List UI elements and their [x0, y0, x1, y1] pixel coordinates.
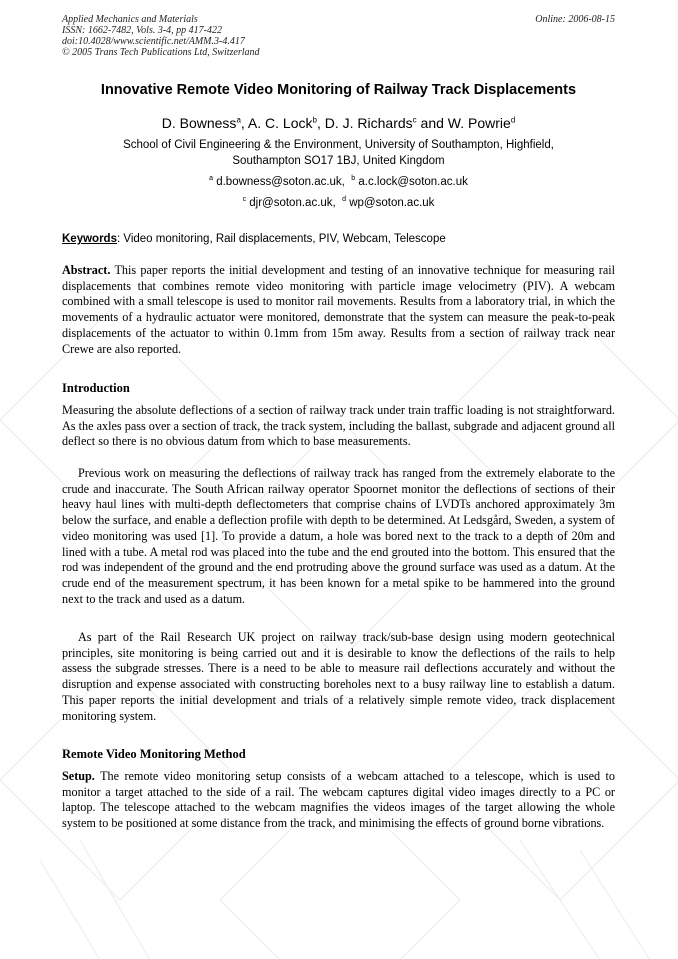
author-sup: c: [412, 115, 417, 125]
section-heading-introduction: Introduction: [62, 381, 130, 395]
setup-label: Setup.: [62, 769, 95, 783]
abstract: [62, 263, 615, 357]
email-address: djr@soton.ac.uk,: [249, 196, 336, 209]
author-name: D. J. Richards: [324, 115, 413, 131]
author-sup: b: [312, 115, 317, 125]
author-list: D. Bowness$^a$, A. C. Lock$^b$, D. J. Richards$^c$ and W. Powrie$^d$: [161, 115, 516, 131]
email-address: d.bowness@soton.ac.uk,: [216, 175, 345, 188]
affiliation-line: Southampton SO17 1BJ, United Kingdom: [232, 154, 445, 167]
author-sup: a: [236, 115, 241, 125]
affiliation-line: School of Civil Engineering & the Environment, University of Southampton, Highfield,: [123, 139, 554, 151]
intro-paragraph-1: Measuring the absolute deflections of a section of railway track under train traffic loading is not straightforward. As the axles pass over a section of track, the track system, including the ballast, subgrade and adjacent ground all deflect so there is no obvious datum from which to base measurements.: [62, 403, 615, 449]
email-sup: d: [342, 196, 347, 203]
author-name: D. Bowness: [161, 115, 237, 131]
paper-title: Innovative Remote Video Monitoring of Railway Track Displacements: [100, 82, 577, 98]
email-address: a.c.lock@soton.ac.uk: [358, 175, 468, 188]
email-line: [62, 196, 615, 209]
email-line: [62, 175, 615, 188]
keywords-label: Keywords: [62, 233, 117, 245]
online-date: Online: 2006-08-15: [535, 14, 615, 25]
journal-doi: doi:10.4028/www.scientific.net/AMM.3-4.417: [62, 36, 245, 47]
email-address: wp@soton.ac.uk: [349, 196, 435, 209]
author-name: W. Powrie: [447, 115, 511, 131]
journal-name: Applied Mechanics and Materials: [62, 14, 198, 25]
journal-copyright: © 2005 Trans Tech Publications Ltd, Switzerland: [62, 47, 260, 58]
affiliation: [62, 138, 615, 169]
author-sup: d: [510, 115, 516, 125]
journal-header: [62, 14, 615, 58]
keywords-text: : Video monitoring, Rail displacements, PIV, Webcam, Telescope: [116, 233, 446, 245]
setup-text: The remote video monitoring setup consists of a webcam attached to a telescope, which is used to monitor a target attached to the side of a rail. The webcam captures digital video images directly to a PC or laptop. The telescope attached to the webcam magnifies the videos images of the target allowing the whole system to be positioned at some distance from the track, and minimising the effects of ground borne vibrations.: [62, 769, 615, 831]
intro-paragraph-2: Previous work on measuring the deflections of railway track has ranged from the extremely elaborate to the crude and inaccurate. The South African railway operator Spoornet monitor the deflections of sections of their heavy haul lines with multi-depth deflectometers that comprise chains of LVDTs anchored approximately 3m below the surface, and enable a deflection profile with depth to be determined. At Ledsgård, Sweden, a system of video monitoring was used [1]. To provide a datum, a hole was bored next to the track to a depth of 20m and lined with a tube. A metal rod was placed into the tube and the end grouted into the bottom. This ensured that the rod was independent of the ground and the end protruding above the ground surface was used as a datum. At the crude end of the measurement spectrum, it has been known for a metal spike to be hammered into the ground next to the track and used as a datum.: [62, 466, 615, 606]
abstract-label: Abstract.: [62, 263, 111, 277]
author-name: A. C. Lock: [247, 115, 313, 131]
email-sup: a: [209, 175, 214, 182]
section-heading-method: Remote Video Monitoring Method: [62, 747, 246, 761]
keywords: [62, 233, 615, 245]
intro-paragraph-3: As part of the Rail Research UK project on railway track/sub-base design using modern geotechnical principles, site monitoring is being carried out and it is desirable to know the deflections of the rails to help assess the subgrade stresses. There is a need to be able to measure rail deflections accurately and without the disruption and expense associated with constructing boreholes next to a busy railway line to establish a datum. This paper reports the initial development and trials of a relatively simple remote video, track displacement monitoring system.: [62, 630, 615, 723]
setup-paragraph: [62, 769, 615, 832]
abstract-text: This paper reports the initial development and testing of an innovative technique for measuring rail displacements that combines remote video monitoring with particle image velocimetry (PIV). A webcam combined with a small telescope is used to monitor rail movements. Results from a laboratory trial, in which the movements of a hydraulic actuator were monitored, demonstrate that the system can measure the peak-to-peak displacements of the actuator to within 0.1mm from 15m away. Results from a section of railway track near Crewe are also reported.: [62, 263, 615, 356]
email-sup: b: [351, 175, 356, 182]
journal-issn: ISSN: 1662-7482, Vols. 3-4, pp 417-422: [62, 25, 222, 36]
email-sup: c: [242, 196, 247, 203]
